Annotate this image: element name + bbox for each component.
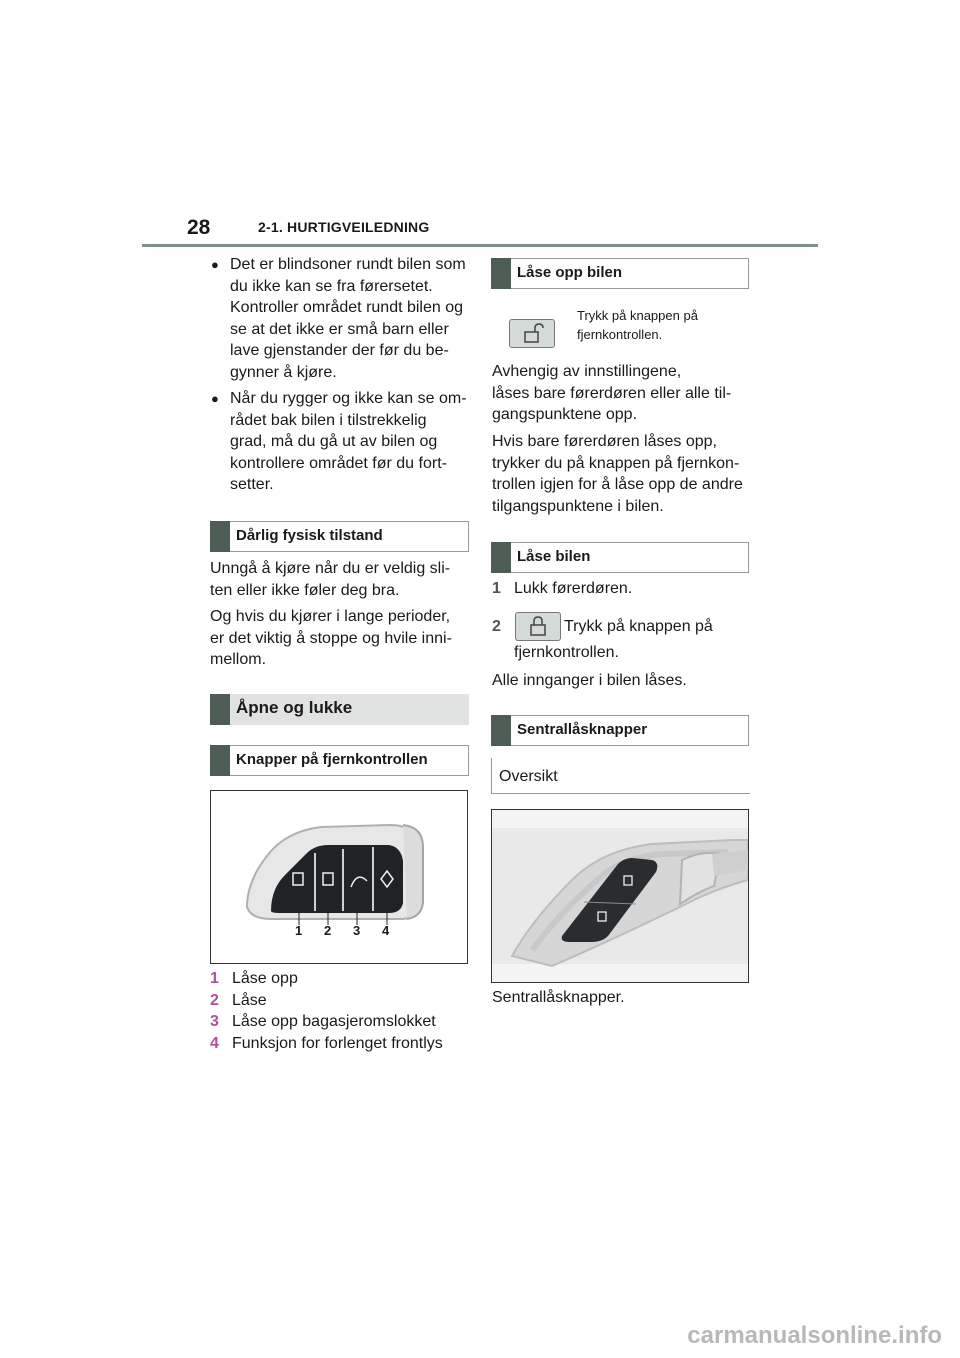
lock-icon bbox=[516, 613, 560, 640]
watermark: carmanualsonline.info bbox=[687, 1322, 942, 1349]
figure-callout-3: 3 bbox=[353, 923, 361, 938]
unlock-instruction: Trykk på knappen på fjernkontrollen. bbox=[577, 308, 698, 342]
legend-item: 3 Låse opp bagasjeromslokket bbox=[210, 1013, 436, 1031]
figure-callout-1: 1 bbox=[295, 923, 303, 938]
legend-item: 4 Funksjon for forlenget frontlys bbox=[210, 1034, 443, 1052]
chapter-title: 2-1. HURTIGVEILEDNING bbox=[258, 219, 430, 235]
section-heading-lock: Låse bilen bbox=[491, 542, 749, 573]
main-heading-open-close: Åpne og lukke bbox=[210, 694, 469, 725]
step-2-text: Trykk på knappen på bbox=[564, 618, 713, 635]
legend-item: 2 Låse bbox=[210, 991, 267, 1009]
step-2: 2 bbox=[492, 618, 501, 635]
key-fob-illustration bbox=[211, 791, 467, 963]
overview-box: Oversikt bbox=[491, 758, 750, 794]
section-heading-remote-buttons: Knapper på fjernkontrollen bbox=[210, 745, 469, 776]
step-1: 1 Lukk førerdøren. bbox=[492, 580, 633, 597]
central-lock-figure bbox=[491, 809, 749, 983]
figure-legend bbox=[210, 968, 470, 1054]
figure-caption: Sentrallåsknapper. bbox=[492, 989, 625, 1006]
bullet-icon: ● bbox=[211, 257, 219, 272]
page-number: 28 bbox=[187, 216, 211, 239]
unlock-button-symbol bbox=[509, 319, 555, 348]
paragraph: Unngå å kjøre når du er veldig sli- ten eller ikke føler deg bra. bbox=[210, 560, 451, 599]
paragraph: Og hvis du kjører i lange perioder, er det viktig å stoppe og hvile inni- mellom. bbox=[210, 608, 452, 669]
figure-callout-4: 4 bbox=[382, 923, 390, 938]
key-fob-figure bbox=[210, 790, 468, 964]
bullet-item: ● Det er blindsoner rundt bilen som du ikke kan se fra førersetet. Kontroller området rundt bilen og se at det ikke er små barn eller lave gjenstander der før du be- gynner å kjøre. bbox=[211, 256, 466, 381]
section-heading-central-lock: Sentrallåsknapper bbox=[491, 715, 749, 746]
header-rule bbox=[142, 244, 818, 247]
section-heading-unlock: Låse opp bilen bbox=[491, 258, 749, 289]
paragraph: Alle innganger i bilen låses. bbox=[492, 672, 687, 689]
figure-callout-2: 2 bbox=[324, 923, 332, 938]
paragraph: Avhengig av innstillingene, låses bare førerdøren eller alle til- gangspunktene opp. bbox=[492, 363, 732, 424]
bullet-icon: ● bbox=[211, 391, 219, 406]
section-heading-physical-condition: Dårlig fysisk tilstand bbox=[210, 521, 469, 552]
lock-button-symbol bbox=[515, 612, 561, 641]
bullet-item: ● Når du rygger og ikke kan se om- rådet bak bilen i tilstrekkelig grad, må du gå ut av bilen og kontrollere området før du fort- setter. bbox=[211, 390, 467, 494]
central-lock-illustration bbox=[492, 810, 748, 982]
step-2-text-continued: fjernkontrollen. bbox=[514, 644, 619, 661]
legend-item: 1 Låse opp bbox=[210, 970, 298, 987]
paragraph: Hvis bare førerdøren låses opp, trykker du på knappen på fjernkon- trollen igjen for å låse opp de andre tilgangspunktene i bilen. bbox=[492, 433, 743, 515]
unlock-icon bbox=[510, 320, 554, 347]
